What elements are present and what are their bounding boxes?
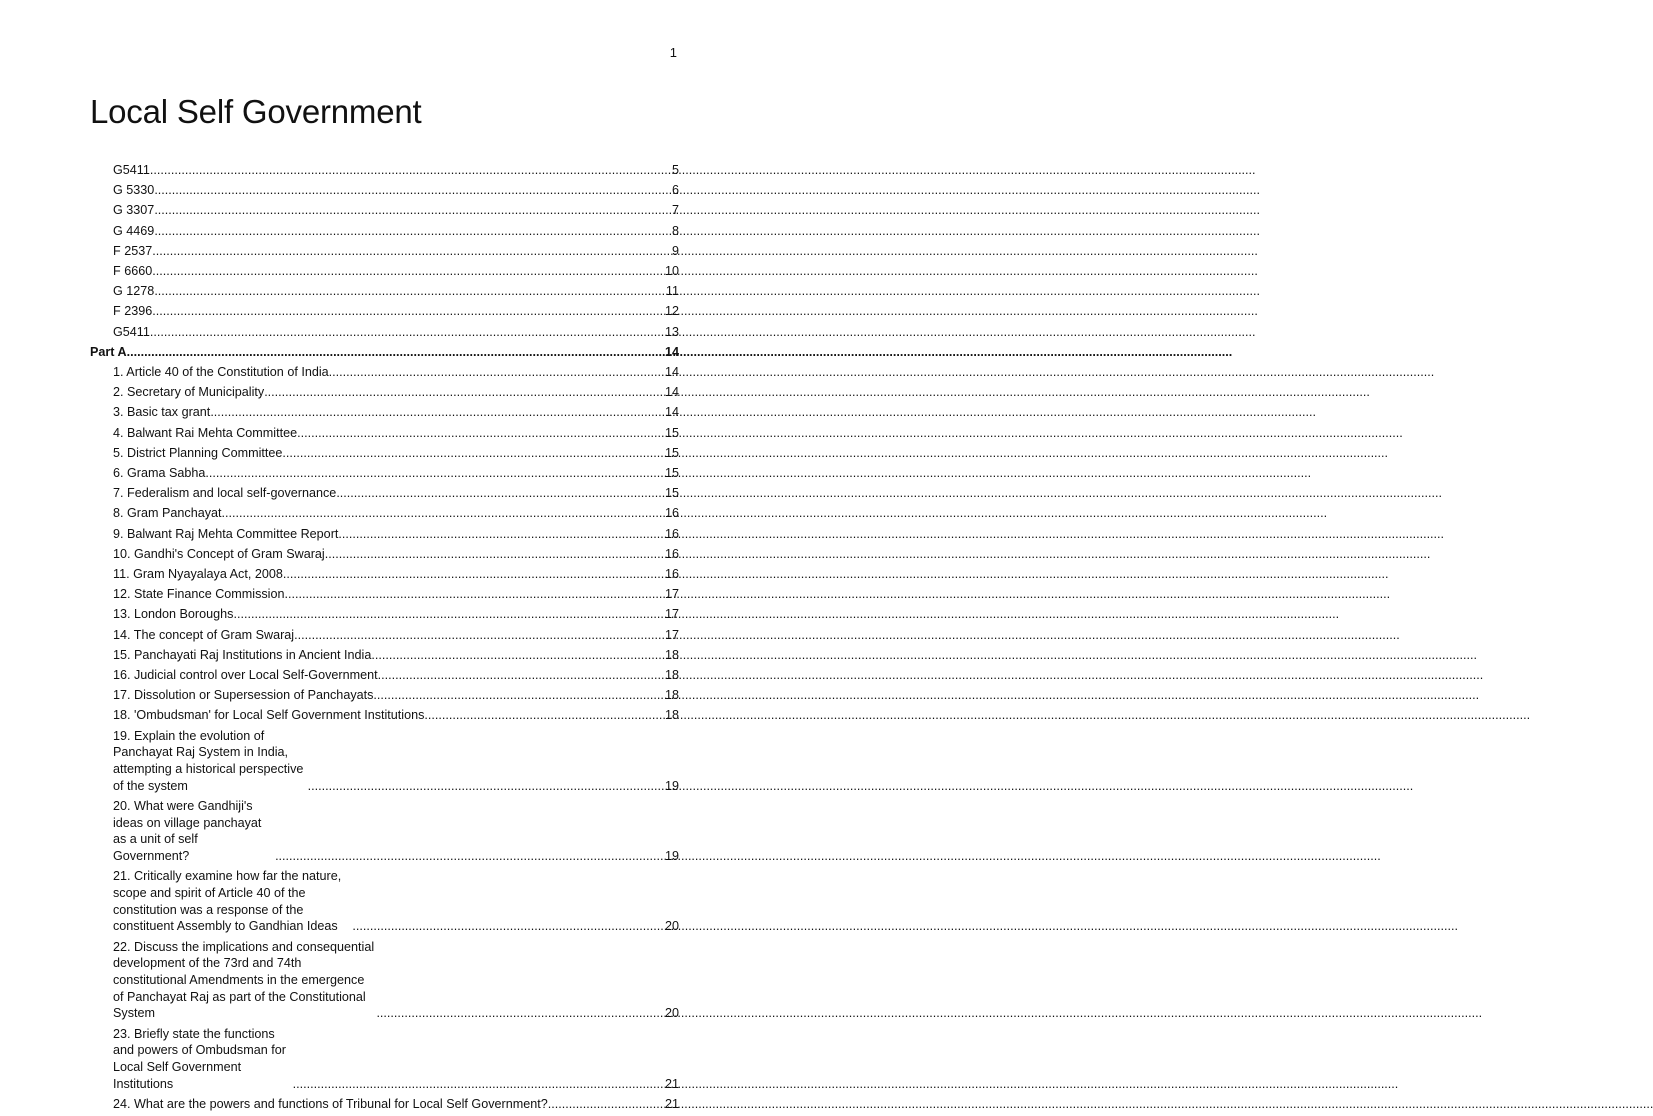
toc-entry[interactable] [113,384,679,401]
dot-leader [210,404,665,421]
toc-entry[interactable] [113,647,679,664]
toc-entry-title: F 2537 [113,243,153,258]
toc-entry-title: G5411 [113,324,150,339]
dot-leader [154,202,672,219]
toc-entry-title: 22. Discuss the implications and consequential development of the 73rd and 74th constitutional Amendments in the emergence of Panchayat Raj as part of the Constitutional System [113,939,375,1021]
toc-entry-title: 23. Briefly state the functions and powers of Ombudsman for Local Self Government Institutions [113,1026,286,1091]
toc-entry-title: G 1278 [113,284,155,299]
dot-leader [152,243,672,260]
dot-leader [336,485,665,502]
toc-entry-title: 9. Balwant Raj Mehta Committee Report [113,526,339,541]
dot-leader [329,364,665,381]
dot-leader [275,848,665,865]
toc-entry[interactable] [113,606,679,623]
toc-entry[interactable] [113,1026,679,1093]
toc-entry[interactable] [113,546,679,563]
toc-entry-page-number: 15 [664,466,679,481]
toc-entry-page-number: 15 [664,486,679,501]
toc-entry[interactable] [113,505,679,522]
toc-entry[interactable] [113,223,679,240]
dot-leader [222,505,665,522]
toc-entry-title: 13. London Boroughs [113,607,234,622]
dot-leader [294,627,665,644]
toc-entry[interactable] [113,728,679,795]
toc-entry-title: 7. Federalism and local self-governance [113,486,337,501]
document-title: Local Self Government [90,93,422,130]
toc-entry-page-number: 21 [664,1076,679,1091]
dot-leader [150,162,672,179]
toc-entry-page-number: 14 [664,365,679,380]
toc-entry-page-number: 16 [664,526,679,541]
dot-leader [548,1096,665,1113]
toc-entry-title: 10. Gandhi's Concept of Gram Swaraj [113,546,325,561]
toc-entry-page-number: 7 [671,203,679,218]
toc-entry-title: G 4469 [113,223,155,238]
dot-leader [371,647,665,664]
toc-entry[interactable] [113,162,679,179]
toc-entry-title: F 2396 [113,304,153,319]
toc-entry-page-number: 12 [664,304,679,319]
toc-entry[interactable] [113,425,679,442]
toc-entry-page-number: 17 [664,607,679,622]
toc-entry[interactable] [113,465,679,482]
table-of-contents [90,162,679,1116]
toc-entry-title: G 5330 [113,183,155,198]
dot-leader [283,566,665,583]
toc-entry-page-number: 9 [671,243,679,258]
toc-entry-page-number: 8 [671,223,679,238]
dot-leader [154,283,666,300]
toc-entry-page-number: 19 [664,778,679,793]
toc-entry[interactable] [113,364,679,381]
dot-leader [264,384,665,401]
toc-entry-title: F 6660 [113,264,153,279]
toc-entry-title: G 3307 [113,203,155,218]
dot-leader [285,586,665,603]
toc-entry[interactable] [113,868,679,935]
dot-leader [308,778,665,795]
toc-entry-page-number: 17 [664,587,679,602]
toc-entry[interactable] [113,939,679,1023]
toc-entry-page-number: 16 [664,506,679,521]
toc-entry-title: 1. Article 40 of the Constitution of India [113,365,329,380]
dot-leader [424,707,665,724]
toc-entry[interactable] [113,627,679,644]
toc-entry-page-number: 16 [664,546,679,561]
toc-entry[interactable] [113,586,679,603]
toc-entry-page-number: 15 [664,445,679,460]
toc-entry[interactable] [113,707,679,724]
dot-leader [325,546,665,563]
toc-entry-page-number: 18 [664,688,679,703]
dot-leader [282,445,665,462]
toc-entry-page-number: 19 [664,849,679,864]
dot-leader [376,1005,665,1022]
toc-entry-page-number: 15 [664,425,679,440]
toc-entry-title: 21. Critically examine how far the nature, scope and spirit of Article 40 of the constitution was a response of the constituent Assembly to Gandhian Ideas [113,869,342,934]
toc-entry[interactable] [113,445,679,462]
toc-entry-title: Part A [90,344,127,359]
toc-entry-title: G5411 [113,163,150,177]
toc-entry-title: 24. What are the powers and functions of Tribunal for Local Self Government? [113,1096,548,1111]
dot-leader [154,223,672,240]
dot-leader [127,344,665,361]
toc-entry[interactable] [113,1096,679,1113]
toc-entry-page-number: 18 [664,668,679,683]
toc-entry-title: 15. Panchayati Raj Institutions in Ancient India [113,647,372,662]
toc-entry-title: 8. Gram Panchayat [113,506,222,521]
dot-leader [152,263,665,280]
toc-entry-page-number: 10 [664,264,679,279]
toc-entry-page-number: 5 [671,163,679,177]
dot-leader [373,687,665,704]
dot-leader [378,667,665,684]
page-number: 1 [669,45,677,60]
dot-leader [352,918,665,935]
toc-entry-page-number: 6 [671,183,679,198]
toc-entry[interactable] [113,687,679,704]
toc-entry[interactable] [113,798,679,865]
toc-entry-page-number: 17 [664,627,679,642]
toc-entry-title: 18. 'Ombudsman' for Local Self Government Institutions [113,708,425,723]
toc-entry-page-number: 16 [664,567,679,582]
toc-entry-title: 4. Balwant Rai Mehta Committee [113,425,298,440]
dot-leader [152,303,665,320]
toc-entry[interactable] [113,404,679,421]
toc-entry[interactable] [113,182,679,199]
toc-entry-title: 20. What were Gandhiji's ideas on village panchayat as a unit of self Government? [113,799,262,864]
toc-entry[interactable] [90,344,679,361]
toc-entry-page-number: 20 [664,919,679,934]
dot-leader [154,182,672,199]
toc-entry-title: 12. State Finance Commission [113,587,285,602]
toc-entry[interactable] [113,566,679,583]
dot-leader [338,526,665,543]
toc-entry[interactable] [113,324,679,341]
toc-entry-page-number: 14 [664,385,679,400]
toc-entry-page-number: 14 [664,405,679,420]
dot-leader [297,425,665,442]
toc-entry[interactable] [113,202,679,219]
toc-entry-page-number: 13 [664,324,679,339]
toc-entry[interactable] [113,243,679,260]
toc-entry-title: 3. Basic tax grant [113,405,211,420]
dot-leader [293,1076,665,1093]
toc-entry[interactable] [113,303,679,320]
toc-entry-page-number: 18 [664,708,679,723]
toc-entry-page-number: 20 [664,1006,679,1021]
dot-leader [233,606,665,623]
toc-entry-page-number: 11 [665,284,679,299]
toc-entry-title: 17. Dissolution or Supersession of Panchayats [113,688,374,703]
toc-entry[interactable] [113,283,679,300]
dot-leader [150,324,665,341]
toc-entry-title: 14. The concept of Gram Swaraj [113,627,295,642]
dot-leader [205,465,665,482]
toc-entry-page-number: 18 [664,647,679,662]
toc-entry-title: 11. Gram Nyayalaya Act, 2008 [113,567,283,582]
toc-entry[interactable] [113,667,679,684]
toc-entry-title: 2. Secretary of Municipality [113,385,265,400]
toc-entry[interactable] [113,526,679,543]
toc-entry-title: 5. District Planning Committee [113,445,283,460]
toc-entry-title: 16. Judicial control over Local Self-Government [113,668,378,683]
toc-entry-page-number: 14 [664,344,679,359]
toc-entry-title: 19. Explain the evolution of Panchayat Raj System in India, attempting a historical perspective of the system [113,728,304,793]
toc-entry[interactable] [113,485,679,502]
toc-entry[interactable] [113,263,679,280]
toc-entry-title: 6. Grama Sabha [113,466,206,481]
toc-entry-page-number: 21 [664,1096,679,1111]
